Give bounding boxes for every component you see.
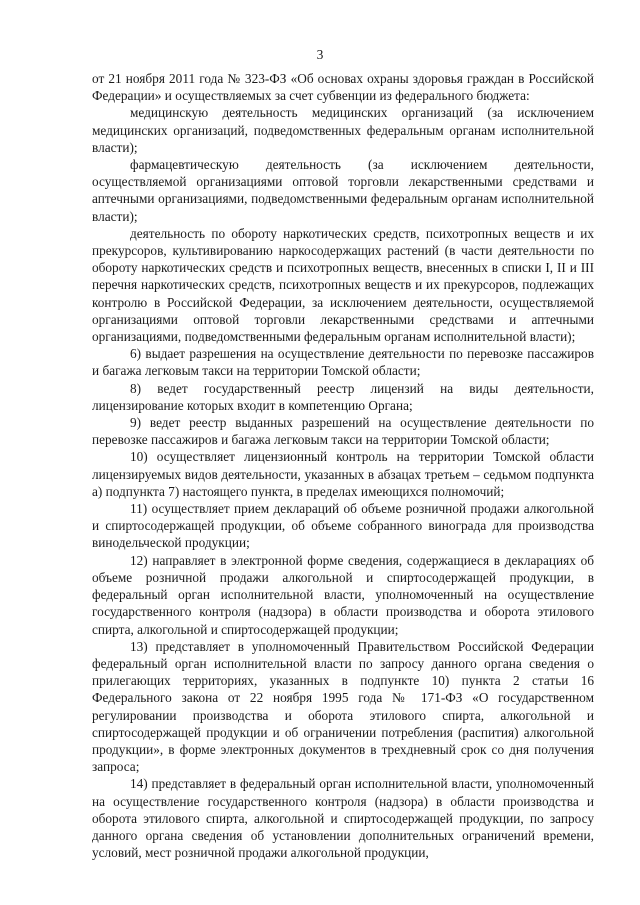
paragraph-medical-activity: медицинскую деятельность медицинских организаций (за исключением медицинских организаций, подведомственных федеральным органам исполнительной власти); (92, 105, 594, 155)
page-number: 3 (316, 47, 324, 62)
paragraph-item-8: 8) ведет государственный реестр лицензий на виды деятельности, лицензирование которых входит в компетенцию Органа; (92, 380, 594, 413)
paragraph-item-6: 6) выдает разрешения на осуществление деятельности по перевозке пассажиров и багажа легковым такси на территории Томской области; (92, 346, 594, 379)
paragraph-narcotics-activity: деятельность по обороту наркотических средств, психотропных веществ и их прекурсоров, культивированию наркосодержащих растений (в части деятельности по обороту наркотических средств и психотропных веществ, внесенных в списки I, II и III перечня наркотических средств, психотропных веществ и их прекурсоров, подлежащих контролю в Российской Федерации, за исключением деятельности, осуществляемой организациями оптовой торговли лекарственными средствами и аптечными организациями, подведомственными федеральным органам исполнительной власти); (92, 225, 594, 345)
paragraph-item-9: 9) ведет реестр выданных разрешений на осуществление деятельности по перевозке пассажиров и багажа легковым такси на территории Томской области; (92, 415, 594, 448)
paragraph-continuation: от 21 ноября 2011 года № 323-ФЗ «Об основах охраны здоровья граждан в Российской Федерации» и осуществляемых за счет субвенции из федерального бюджета: (92, 71, 594, 104)
document-body (92, 70, 594, 861)
paragraph-item-12: 12) направляет в электронной форме сведения, содержащиеся в декларациях об объеме розничной продажи алкогольной и спиртосодержащей продукции, в федеральный орган исполнительной власти, уполномоченный на осуществление государственного контроля (надзора) в области производства и оборота этилового спирта, алкогольной и спиртосодержащей продукции; (92, 552, 594, 637)
paragraph-item-13: 13) представляет в уполномоченный Правительством Российской Федерации федеральный орган исполнительной власти по запросу данного органа сведения о прилегающих территориях, указанных в подпункте 10) пункта 2 статьи 16 Федерального закона от 22 ноября 1995 года № 171-ФЗ «О государственном регулировании производства и оборота этилового спирта, алкогольной и спиртосодержащей продукции и об ограничении потребления (распития) алкогольной продукции», в форме электронных документов в трехдневный срок со дня получения запроса; (92, 638, 594, 775)
paragraph-item-14: 14) представляет в федеральный орган исполнительной власти, уполномоченный на осуществление государственного контроля (надзора) в области производства и оборота этилового спирта, алкогольной и спиртосодержащей продукции, по запросу данного органа сведения об установлении дополнительных ограничений времени, условий, мест розничной продажи алкогольной продукции, (92, 776, 594, 861)
paragraph-item-10: 10) осуществляет лицензионный контроль на территории Томской области лицензируемых видов деятельности, указанных в абзацах третьем – седьмом подпункта а) подпункта 7) настоящего пункта, в пределах имеющихся полномочий; (92, 449, 594, 499)
paragraph-pharmaceutical-activity: фармацевтическую деятельность (за исключением деятельности, осуществляемой организациями оптовой торговли лекарственными средствами и аптечными организациями, подведомственными федеральным органам исполнительной власти); (92, 157, 594, 224)
paragraph-item-11: 11) осуществляет прием деклараций об объеме розничной продажи алкогольной и спиртосодержащей продукции, об объеме собранного винограда для производства винодельческой продукции; (92, 501, 594, 551)
